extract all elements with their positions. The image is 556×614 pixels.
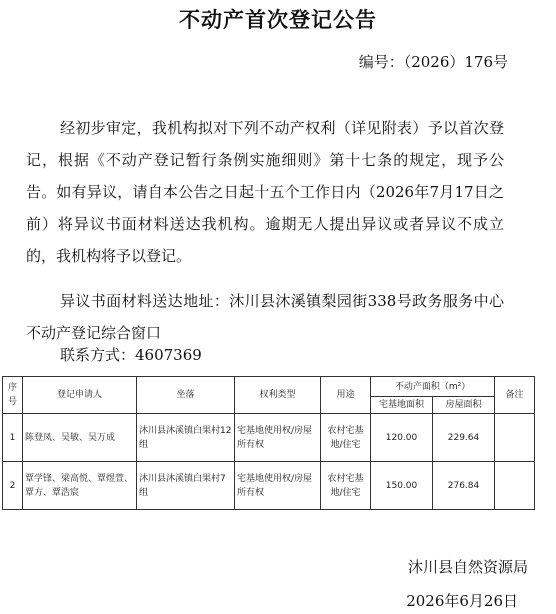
page-title: 不动产首次登记公告 (179, 8, 377, 32)
cell-use: 农村宅基地/住宅 (321, 462, 371, 510)
cell-applicant: 陈登凤、吴敏、吴万成 (23, 414, 137, 462)
cell-remark (495, 414, 535, 462)
issue-date: 2026年6月26日 (406, 592, 518, 610)
cell-right-type: 宅基地使用权/房屋所有权 (235, 462, 321, 510)
cell-applicant: 覃学锋、梁高悦、覃煜萱、覃方、覃浩宸 (23, 462, 137, 510)
table-row (3, 414, 535, 462)
cell-seq: 1 (3, 414, 23, 462)
header-house-area: 房屋面积 (433, 397, 495, 414)
header-area-group: 不动产面积（m²） (371, 377, 495, 397)
table-row (3, 462, 535, 510)
cell-location: 沐川县沐溪镇白果村12组 (137, 414, 235, 462)
cell-land-area: 120.00 (371, 414, 433, 462)
cell-location: 沐川县沐溪镇白果村7组 (137, 462, 235, 510)
cell-land-area: 150.00 (371, 462, 433, 510)
notice-paragraph-main: 经初步审定，我机构拟对下列不动产权利（详见附表）予以首次登记，根据《不动产登记暂行条例实施细则》第十七条的规定，现予公告。如有异议，请自本公告之日起十五个工作日内（2026年7月17日之前）将异议书面材料送达我机构。逾期无人提出异议或者异议不成立的，我机构将予以登记。 (26, 119, 504, 265)
cell-use: 农村宅基地/住宅 (321, 414, 371, 462)
header-remark: 备注 (495, 377, 535, 414)
document-number: 编号：（2026）176号 (358, 53, 508, 71)
contact-info: 联系方式：4607369 (60, 346, 202, 364)
cell-right-type: 宅基地使用权/房屋所有权 (235, 414, 321, 462)
cell-remark (495, 462, 535, 510)
header-right-type: 权利类型 (235, 377, 321, 414)
cell-house-area: 276.84 (433, 462, 495, 510)
table-header-row (3, 377, 535, 397)
annex-table (2, 376, 535, 510)
header-seq: 序号 (3, 377, 23, 414)
notice-paragraph-address: 异议书面材料送达地址：沐川县沐溪镇梨园街338号政务服务中心不动产登记综合窗口 (26, 292, 504, 342)
header-use: 用途 (321, 377, 371, 414)
header-location: 坐落 (137, 377, 235, 414)
issuing-organization: 沐川县自然资源局 (407, 558, 528, 576)
cell-house-area: 229.64 (433, 414, 495, 462)
header-land-area: 宅基地面积 (371, 397, 433, 414)
cell-seq: 2 (3, 462, 23, 510)
header-applicant: 登记申请人 (23, 377, 137, 414)
